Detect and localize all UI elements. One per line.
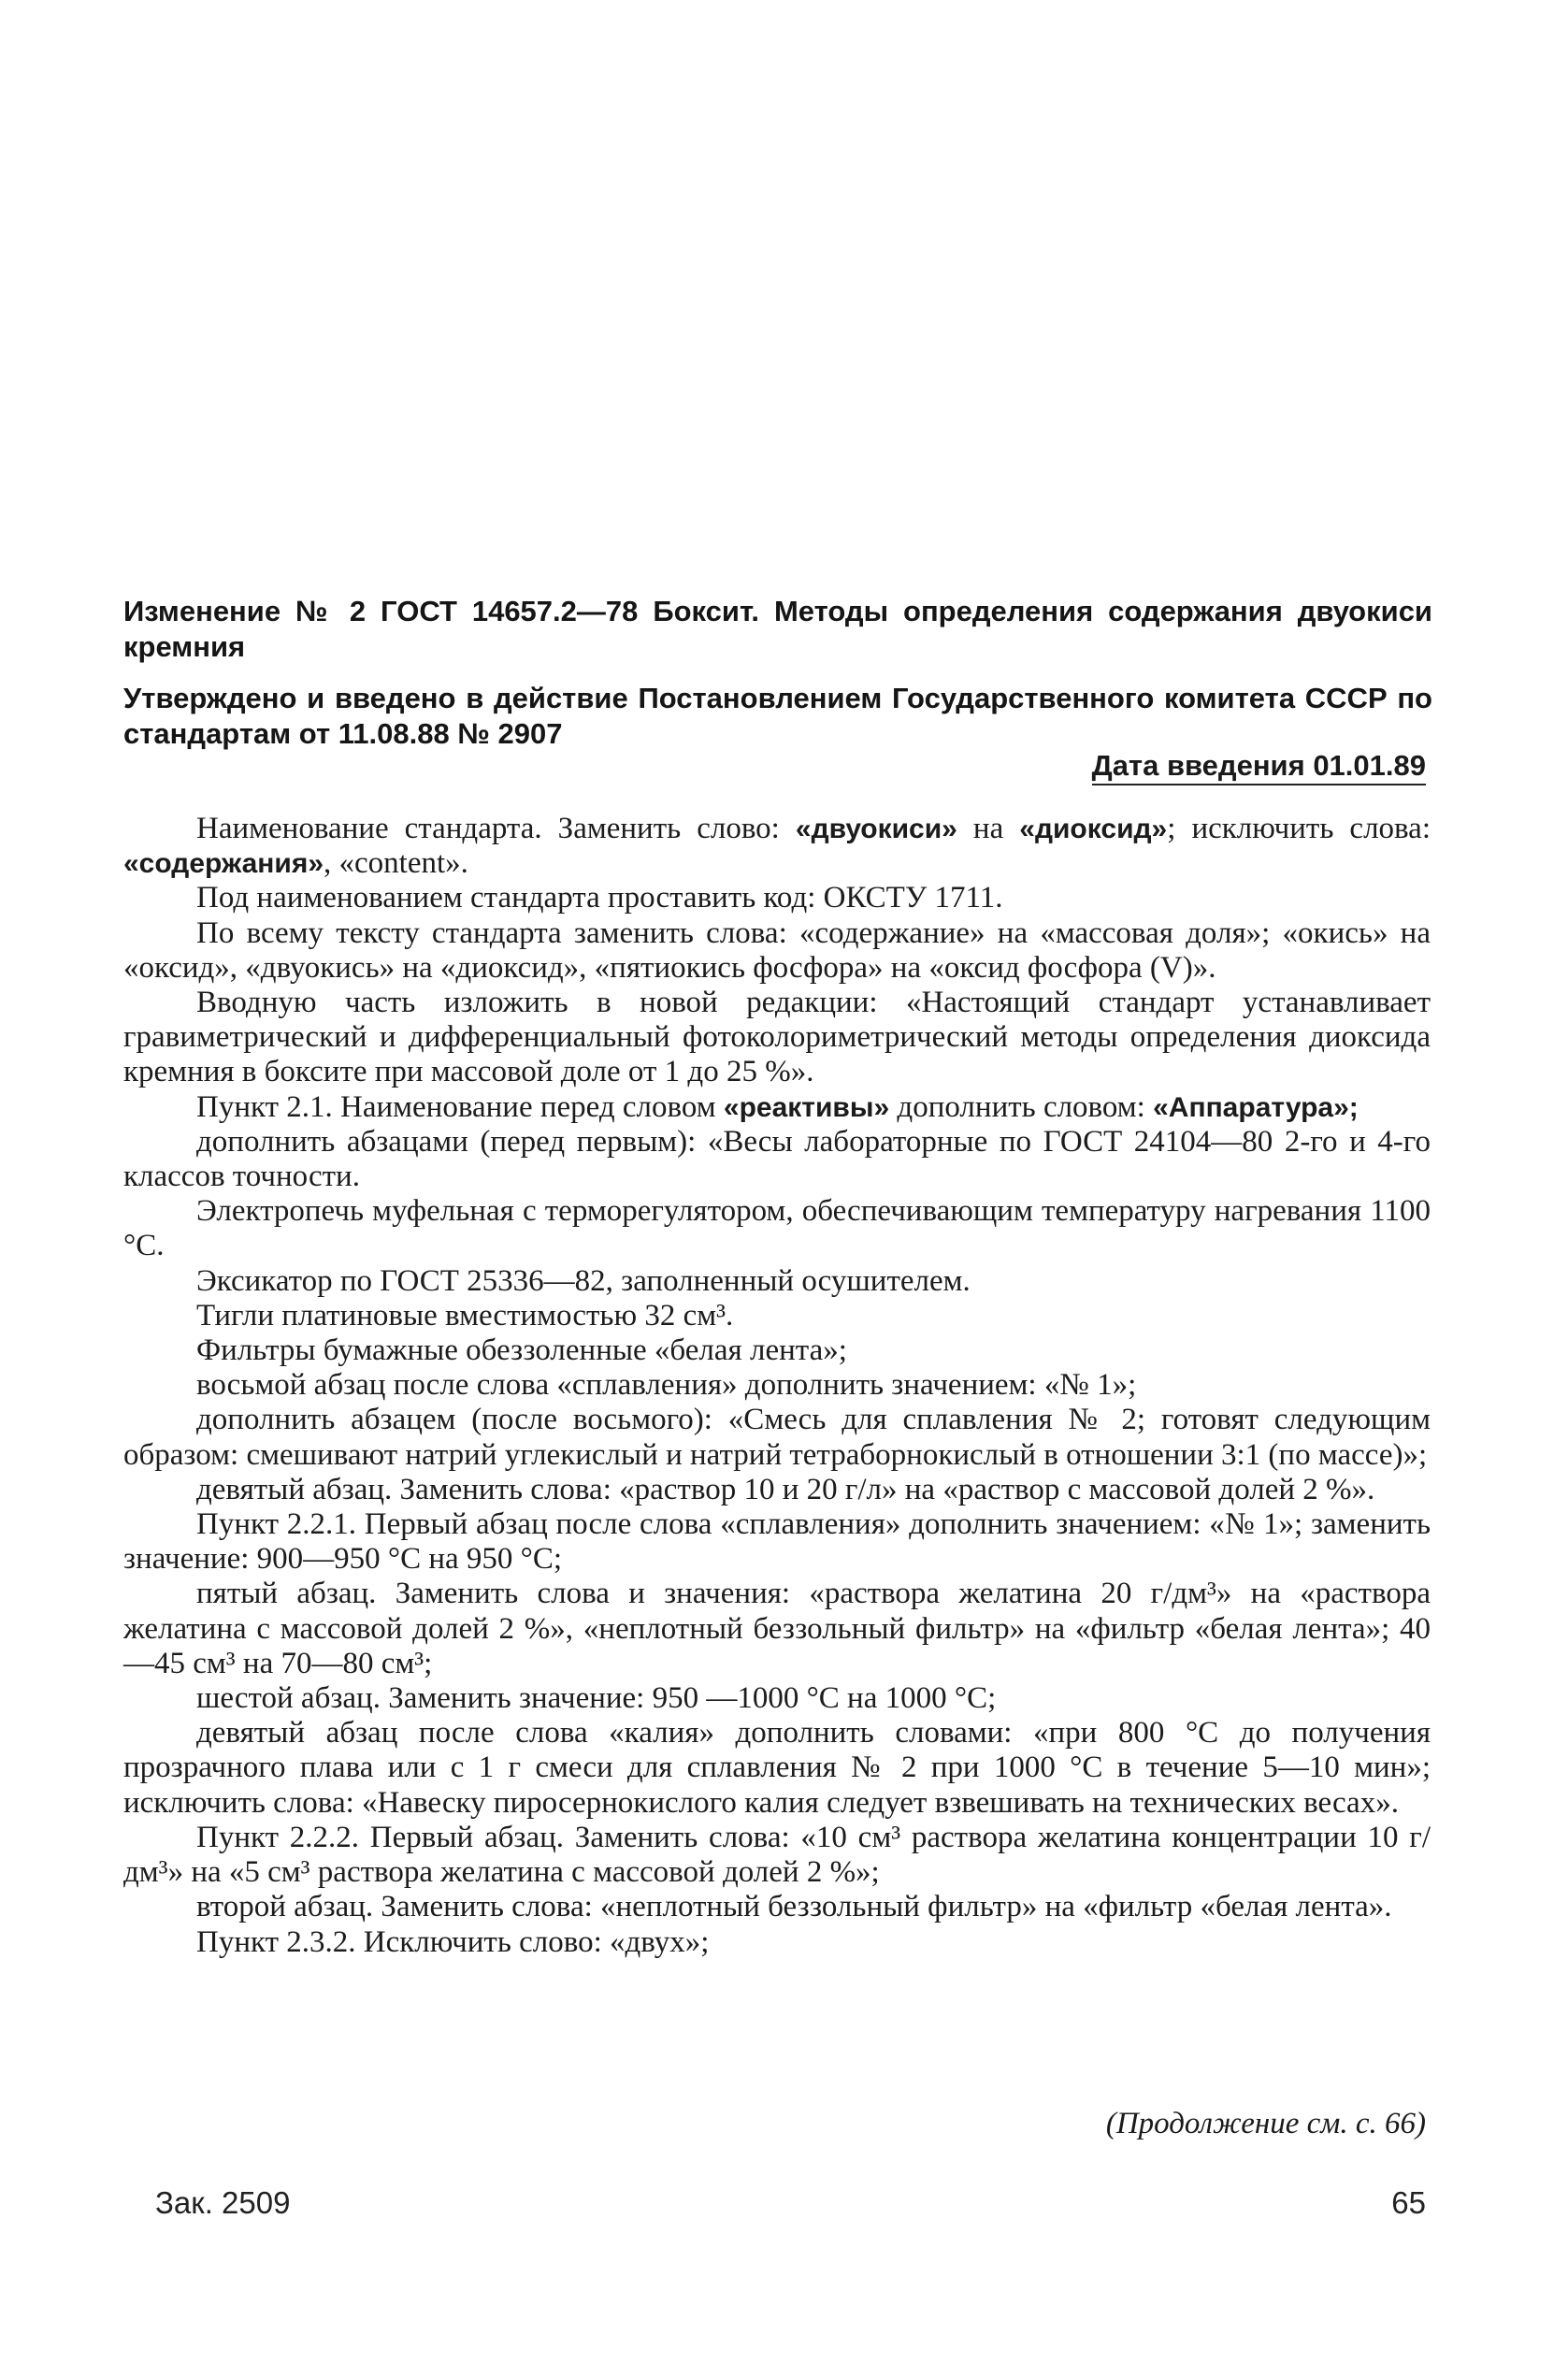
paragraph-text: Электропечь муфельная с терморегулятором, обеспечивающим температуру нагревания 1100 °С. <box>123 1194 1431 1263</box>
amendment-body <box>123 812 1431 1960</box>
bold-term: «Аппаратура»; <box>1153 1091 1359 1123</box>
paragraph-text: Наименование стандарта. Заменить слово: <box>196 812 796 845</box>
amendment-paragraph <box>123 1716 1431 1821</box>
paragraph-text: Эксикатор по ГОСТ 25336—82, заполненный осушителем. <box>196 1263 971 1298</box>
bold-term: «диоксид» <box>1019 814 1168 844</box>
amendment-paragraph <box>123 1333 1431 1368</box>
paragraph-text: дополнить абзацем (после восьмого): «Смесь для сплавления № 2; готовят следующим образом: смешивают натрий углекислый и натрий тетраборнокислый в отношении 3:1 (по массе)»; <box>123 1403 1431 1472</box>
paragraph-text: Вводную часть изложить в новой редакции: «Настоящий стандарт устанавливает гравиметрический и дифференциальный фотоколориметрический методы определения диоксида кремния в боксите при массовой доле от 1 до 25 %». <box>123 986 1431 1089</box>
paragraph-text: дополнить словом: <box>889 1089 1154 1124</box>
amendment-paragraph <box>123 1890 1431 1924</box>
amendment-paragraph <box>123 1403 1431 1472</box>
amendment-paragraph <box>123 1577 1431 1681</box>
paragraph-text: дополнить абзацами (перед первым): «Весы лабораторные по ГОСТ 24104—80 2-го и 4-го классов точности. <box>123 1124 1431 1194</box>
bold-term: «двуокиси» <box>795 814 957 844</box>
order-number: Зак. 2509 <box>155 2185 291 2220</box>
bold-term: «содержания» <box>123 848 324 880</box>
bold-term: «реактивы» <box>723 1091 890 1123</box>
amendment-paragraph <box>123 1194 1431 1263</box>
amendment-paragraph <box>123 1368 1431 1403</box>
paragraph-text: на <box>957 812 1020 845</box>
amendment-paragraph <box>123 986 1431 1090</box>
amendment-paragraph <box>123 812 1431 881</box>
paragraph-text: Фильтры бумажные обеззоленные «белая лента»; <box>196 1333 847 1368</box>
amendment-paragraph <box>123 881 1431 915</box>
paragraph-text: ; исключить слова: <box>1167 812 1431 845</box>
continuation-note: (Продолжение см. с. 66) <box>1105 2107 1426 2140</box>
amendment-paragraph <box>123 916 1431 986</box>
paragraph-text: Тигли платиновые вместимостью 32 см³. <box>196 1298 734 1333</box>
paragraph-text: девятый абзац после слова «калия» дополнить словами: «при 800 °С до получения прозрачного плава или с 1 г смеси для сплавления № 2 при 1000 °С в течение 5—10 мин»; исключить слова: «Навеску пиросернокислого калия следует взвешивать на технических весах». <box>123 1716 1431 1820</box>
paragraph-text: Пункт 2.2.2. Первый абзац. Заменить слова: «10 см³ раствора желатина концентрации 10 г/дм³» на «5 см³ раствора желатина с массовой долей 2 %»; <box>123 1820 1431 1890</box>
paragraph-text: пятый абзац. Заменить слова и значения: «раствора желатина 20 г/дм³» на «раствора желатина с массовой долей 2 %», «неплотный беззольный фильтр» на «фильтр «белая лента»; 40—45 см³ на 70—80 см³; <box>123 1577 1431 1680</box>
paragraph-text: Пункт 2.1. Наименование перед словом <box>196 1089 724 1124</box>
amendment-paragraph <box>123 1821 1431 1890</box>
paragraph-text: Пункт 2.3.2. Исключить слово: «двух»; <box>196 1924 710 1959</box>
paragraph-text: девятый абзац. Заменить слова: «раствор 10 и 20 г/л» на «раствор с массовой долей 2 %». <box>196 1472 1375 1506</box>
amendment-paragraph <box>123 1473 1431 1507</box>
amendment-paragraph <box>123 1125 1431 1194</box>
paragraph-text: Пункт 2.2.1. Первый абзац после слова «сплавления» дополнить значением: «№ 1»; заменить значение: 900—950 °С на 950 °С; <box>123 1507 1431 1577</box>
paragraph-text: восьмой абзац после слова «сплавления» дополнить значением: «№ 1»; <box>196 1368 1137 1403</box>
page-number: 65 <box>1391 2185 1426 2220</box>
paragraph-text: второй абзац. Заменить слова: «неплотный беззольный фильтр» на «фильтр «белая лента». <box>196 1890 1392 1924</box>
paragraph-text: Под наименованием стандарта проставить код: ОКСТУ 1711. <box>196 881 1003 915</box>
paragraph-text: шестой абзац. Заменить значение: 950 —1000 °С на 1000 °С; <box>196 1681 997 1716</box>
amendment-paragraph <box>123 1507 1431 1577</box>
amendment-paragraph <box>123 1681 1431 1716</box>
amendment-paragraph <box>123 1090 1431 1125</box>
amendment-paragraph <box>123 1299 1431 1333</box>
amendment-paragraph <box>123 1264 1431 1299</box>
effective-date: Дата введения 01.01.89 <box>1092 748 1426 785</box>
amendment-title: Изменение № 2 ГОСТ 14657.2—78 Боксит. Методы определения содержания двуокиси кремния <box>123 595 1432 663</box>
amendment-paragraph <box>123 1925 1431 1960</box>
paragraph-text: , «content». <box>324 846 468 881</box>
paragraph-text: По всему тексту стандарта заменить слова: «содержание» на «массовая доля»; «окись» на «оксид», «двуокись» на «диоксид», «пятиокись фосфора» на «оксид фосфора (V)». <box>123 915 1431 985</box>
approval-statement: Утверждено и введено в действие Постановлением Государственного комитета СССР по стандартам от 11.08.88 № 2907 <box>123 682 1432 750</box>
